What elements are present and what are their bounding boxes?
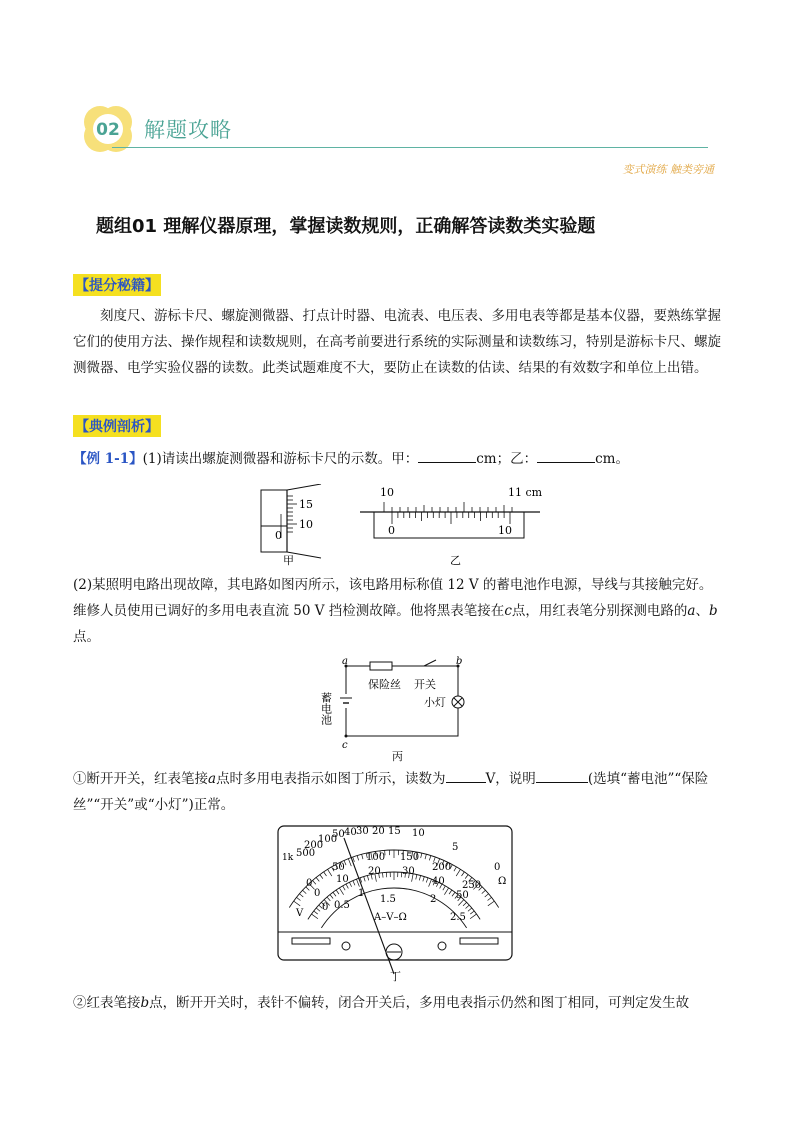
meter-mid2-30: 30 bbox=[402, 866, 415, 877]
caliper-vernier-tick-0: 0 bbox=[388, 524, 395, 537]
meter-mid2-40: 40 bbox=[432, 876, 445, 887]
example-label: 【例 1-1】 bbox=[73, 451, 143, 467]
tips-tag: 【提分秘籍】 bbox=[73, 274, 161, 296]
meter-mid2-0: 0 bbox=[314, 888, 321, 899]
circuit-lamp-label: 小灯 bbox=[424, 696, 446, 709]
meter-mid-200: 200 bbox=[432, 862, 452, 873]
meter-mid-50: 50 bbox=[332, 862, 345, 873]
micrometer-tick-10: 10 bbox=[299, 518, 313, 531]
meter-ohm-1k: 1k bbox=[282, 853, 294, 863]
circuit-point-a: a bbox=[342, 656, 348, 667]
figure-caption-ding: 丁 bbox=[390, 970, 401, 982]
meter-ohm-20: 20 bbox=[372, 826, 385, 837]
section-divider bbox=[112, 147, 708, 148]
meter-mid-150: 150 bbox=[400, 852, 420, 863]
meter-mid2-20: 20 bbox=[368, 866, 381, 877]
examples-tag: 【典例剖析】 bbox=[73, 415, 161, 437]
answer-blank-reading[interactable] bbox=[446, 770, 486, 783]
answer-blank-yi[interactable] bbox=[537, 450, 595, 463]
figure-caption-bing: 丙 bbox=[392, 750, 403, 763]
caliper-main-tick-11cm: 11 cm bbox=[508, 486, 543, 499]
meter-ohm-40: 40 bbox=[344, 827, 357, 838]
meter-low-1.5: 1.5 bbox=[380, 894, 396, 905]
meter-mid-100: 100 bbox=[366, 852, 386, 863]
meter-low-0.5: 0.5 bbox=[334, 900, 350, 911]
answer-blank-jia[interactable] bbox=[418, 450, 476, 463]
meter-low-0: 0 bbox=[322, 902, 329, 913]
multimeter-figure bbox=[274, 824, 516, 982]
question-1: 【例 1-1】(1)请读出螺旋测微器和游标卡尺的示数。甲： cm；乙： cm。 bbox=[73, 451, 629, 467]
micrometer-tick-15: 15 bbox=[299, 498, 313, 511]
circuit-fuse-label: 保险丝 bbox=[368, 678, 401, 691]
meter-ohm-50: 50 bbox=[332, 829, 345, 840]
meter-center-label: A–V–Ω bbox=[374, 912, 407, 923]
answer-blank-normal[interactable] bbox=[536, 770, 588, 783]
meter-mid-250: 250 bbox=[462, 880, 482, 891]
figure-caption-jia: 甲 bbox=[283, 554, 294, 567]
subquestion-2: ②红表笔接b点，断开开关时，表针不偏转，闭合开关后，多用电表指示仍然和图丁相同，可判定发生故 bbox=[73, 995, 690, 1011]
meter-ohm-500: 500 bbox=[296, 848, 316, 859]
meter-ohm-10: 10 bbox=[412, 828, 425, 839]
figure-caption-yi: 乙 bbox=[450, 554, 461, 567]
circuit-switch-label: 开关 bbox=[414, 678, 436, 691]
meter-low-1: 1 bbox=[358, 888, 365, 899]
meter-v-label: V bbox=[296, 908, 304, 919]
micrometer-tick-0: 0 bbox=[275, 529, 282, 542]
section-subtitle: 变式演练 触类旁通 bbox=[622, 163, 714, 176]
circuit-battery-label: 蓄电池 bbox=[319, 692, 333, 725]
meter-ohm-30: 30 bbox=[356, 826, 369, 837]
circuit-point-c: c bbox=[342, 740, 348, 751]
meter-low-2: 2 bbox=[430, 894, 437, 905]
svg-text:02: 02 bbox=[96, 120, 120, 140]
subquestion-1: ①断开开关，红表笔接a点时多用电表指示如图丁所示，读数为 V，说明 (选填“蓄电池”“保险丝”“开关”或“小灯”)正常。 bbox=[73, 771, 709, 813]
meter-mid2-10: 10 bbox=[336, 874, 349, 885]
meter-ohm-15: 15 bbox=[388, 826, 401, 837]
caliper-main-tick-10: 10 bbox=[380, 486, 394, 499]
meter-ohm-100: 100 bbox=[318, 834, 338, 845]
caliper-figure bbox=[358, 484, 548, 570]
meter-ohm-5: 5 bbox=[452, 842, 459, 853]
micrometer-figure bbox=[255, 484, 335, 570]
circuit-figure bbox=[316, 656, 476, 764]
meter-mid2-50: 50 bbox=[456, 890, 469, 901]
meter-ohm-0: 0 bbox=[494, 862, 501, 873]
question-2: (2)某照明电路出现故障，其电路如图丙所示，该电路用标称值 12 V 的蓄电池作电源，导线与其接触完好。维修人员使用已调好的多用电表直流 50 V 挡检测故障。他将黑表笔接在c点，用红表笔分别探测电路的a、b点。 bbox=[73, 577, 718, 645]
group-title: 题组01 理解仪器原理，掌握读数规则，正确解答读数类实验题 bbox=[96, 216, 596, 237]
meter-low-2.5: 2.5 bbox=[450, 912, 466, 923]
meter-mid-0: 0 bbox=[306, 878, 313, 889]
caliper-vernier-tick-10: 10 bbox=[498, 524, 512, 537]
meter-ohm-unit: Ω bbox=[498, 876, 507, 887]
circuit-point-b: b bbox=[456, 656, 463, 667]
meter-ohm-200: 200 bbox=[304, 840, 324, 851]
section-title: 解题攻略 bbox=[144, 118, 232, 142]
tips-text: 刻度尺、游标卡尺、螺旋测微器、打点计时器、电流表、电压表、多用电表等都是基本仪器，要熟练掌握它们的使用方法、操作规程和读数规则，在高考前要进行系统的实际测量和读数练习，特别是游标卡尺、螺旋测微器、电学实验仪器的读数。此类试题难度不大，要防止在读数的估读、结果的有效数字和单位上出错。 bbox=[73, 308, 721, 376]
